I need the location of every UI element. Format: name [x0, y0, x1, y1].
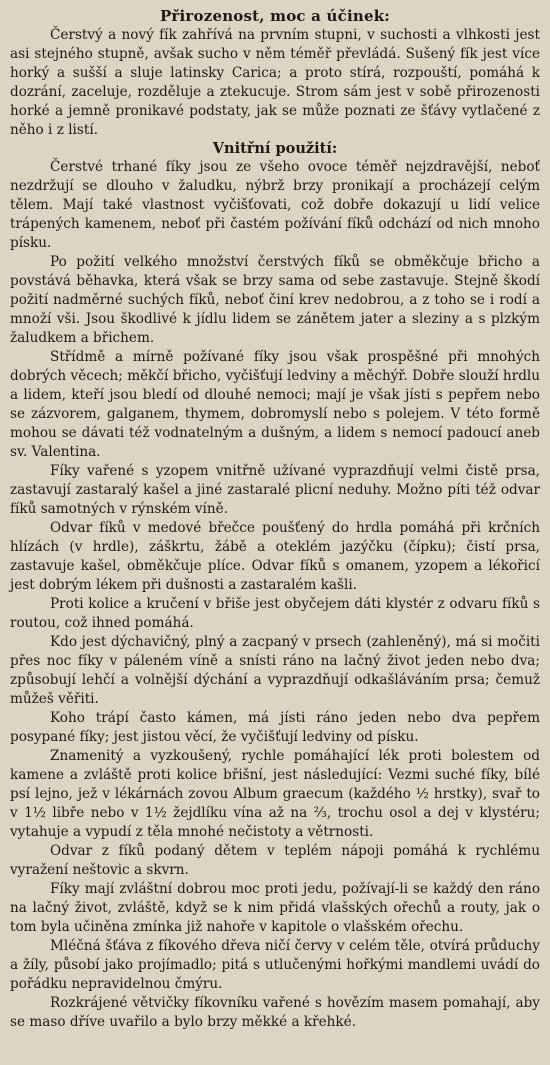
- paragraph: Fíky vařené s yzopem vnitřně užívané vyprazdňují velmi čistě prsa, zastavují zastaralý kašel a jiné zastaralé plicní neduhy. Možno píti též odvar fíků samotných v rýnském víně.: [10, 463, 540, 517]
- paragraph: Čerstvé trhané fíky jsou ze všeho ovoce téměř nejzdravější, neboť nezdržují se dlouho v žaludku, nýbrž brzy pronikají a procházejí celým tělem. Mají také vlastnost vyčišťovati, což dobře dokazují u lidí velice trápených kamenem, neboť při častém požívání fíků odchází od nich mnoho písku.: [10, 159, 540, 251]
- section-heading-properties: Přirozenost, moc a účinek:: [159, 7, 391, 25]
- paragraph: Odvar fíků v medové břečce poušťený do hrdla pomáhá při krčních hlízách (v hrdle), záškrtu, žábě a oteklém jazýčku (čípku); čistí prsa, zastavuje kašel, obměkčuje plíce. Odvar fíků s omanem, yzopem a lékořicí jest dobrým lékem při dušnosti a zastaralém kašli.: [10, 520, 540, 593]
- paragraph: Znamenitý a vyzkoušený, rychle pomáhající lék proti bolestem od kamene a zvláště proti kolice břišní, jest následující: Vezmi suché fíky, bílé psí lejno, jež v lékárnách zovou Album graecum (každého ½ hrstky), svař to v 1½ libře nebo v 1½ žejdlíku vína až na ⅔, trochu osol a dej v klystéru; vytahuje a vypudí z těla mnohé nečistoty a větrnosti.: [10, 748, 540, 840]
- paragraph: Koho trápí často kámen, má jísti ráno jeden nebo dva pepřem posypané fíky; jest jistou věcí, že vyčišťují ledviny od písku.: [10, 710, 540, 745]
- paragraph-properties: Čerstvý a nový fík zahřívá na prvním stupni, v suchosti a vlhkosti jest asi stejného stupně, avšak sucho v něm téměř převládá. Sušený fík jest více horký a sušší a sluje latinsky Carica; a proto stírá, rozpouští, pomáhá k dozrání, zaceluje, rozděluje a ztekucuje. Strom sám jest v sobě přirozenosti horké a jemně pronikavé podstaty, jak se může poznati ze šťávy vytlačené z něho i z listí.: [10, 27, 540, 138]
- paragraph: Kdo jest dýchavičný, plný a zacpaný v prsech (zahleněný), má si močiti přes noc fíky v páleném víně a snísti ráno na lačný život jeden nebo dva; způsobují lehčí a volnější dýchání a vyprazdňují odkašláváním prsa; čemuž můžeš věřiti.: [10, 634, 540, 707]
- paragraph: Po požití velkého množství čerstvých fíků se obměkčuje břicho a povstává běhavka, která však se brzy sama od sebe zastavuje. Stejně škodí požití nadměrné suchých fíků, neboť činí krev nedobrou, a z toho se i rodí a množí vši. Jsou škodlivé k jídlu lidem se zánětem jater a sleziny a s plzkým žaludkem a břichem.: [10, 254, 540, 346]
- paragraph: Fíky mají zvláštní dobrou moc proti jedu, požívají-li se každý den ráno na lačný život, zvláště, když se k nim přidá vlašských ořechů a routy, jak o tom byla učiněna zmínka již nahoře v kapitole o vlašském ořechu.: [10, 881, 540, 935]
- paragraph: Rozkrájené větvičky fíkovníku vařené s hovězím masem pomahají, aby se maso dříve uvařilo a bylo brzy měkké a křehké.: [10, 995, 540, 1030]
- paragraph: Střídmě a mírně požívané fíky jsou však prospěšné při mnohých dobrých věcech; měkčí břicho, vyčišťují ledviny a měchýř. Dobře slouží hrdlu a lidem, kteří jsou bledí od dlouhé nemoci; mají je však jísti s pepřem nebo se zázvorem, galganem, thymem, dobromyslí nebo s polejem. V této formě mohou se dávati též vodnatelným a dušným, a lidem s nemocí padoucí aneb sv. Valentina.: [10, 349, 540, 460]
- paragraph: Mléčná šťáva z fíkového dřeva ničí červy v celém těle, otvírá průduchy a žíly, působí jako projímadlo; pitá s utlučenými hořkými mandlemi uvádí do pořádku nepravidelnou čmýru.: [10, 938, 540, 992]
- paragraph: Proti kolice a kručení v břiše jest obyčejem dáti klystér z odvaru fíků s routou, což ihned pomáhá.: [10, 596, 540, 631]
- paragraph: Odvar z fíků podaný dětem v teplém nápoji pomáhá k rychlému vyražení neštovic a skvrn.: [10, 843, 540, 878]
- section-heading-internal-use: Vnitřní použití:: [212, 140, 338, 157]
